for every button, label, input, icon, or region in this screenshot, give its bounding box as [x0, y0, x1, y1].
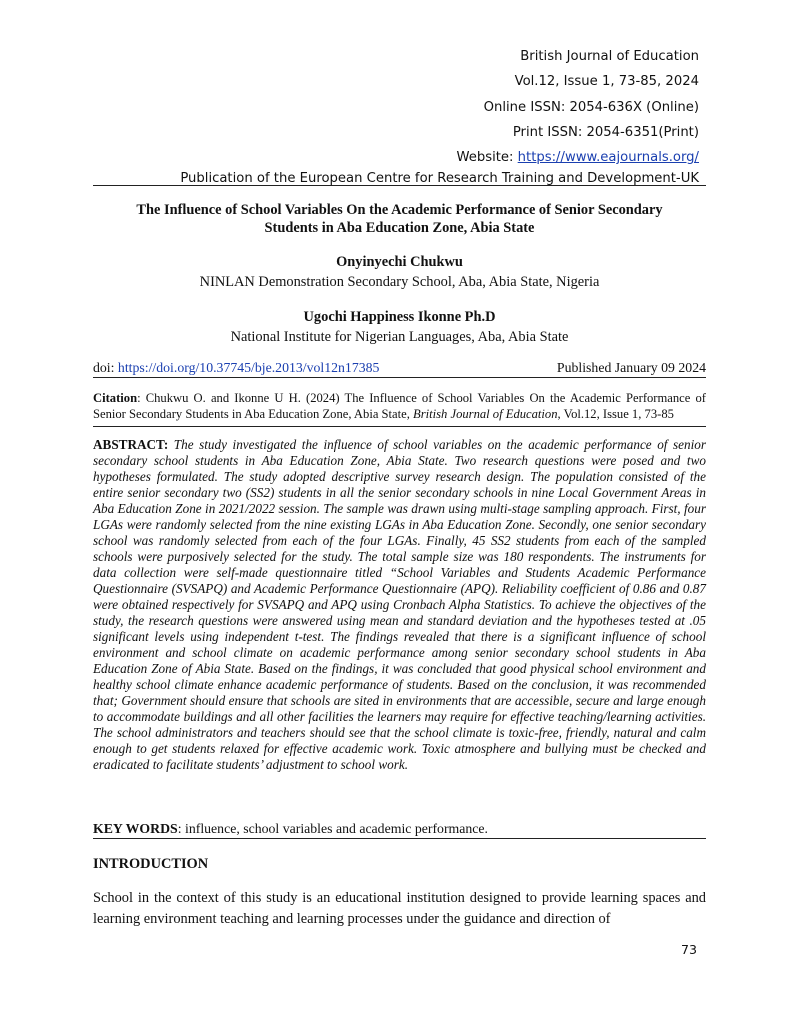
abstract-label: ABSTRACT:	[93, 437, 169, 452]
journal-name: British Journal of Education	[520, 49, 699, 64]
published-date: Published January 09 2024	[556, 360, 706, 375]
abstract-text: The study investigated the influence of school variables on the academic performance of senior secondary school students in Aba Education Zone, Abia State. Two research questions were posed and two hypotheses formulated. The study adopted descriptive survey research design. The population consisted of the entire senior secondary two (SS2) students in all the senior secondary schools in nine Local Government Areas in Aba Education Zone in 2021/2022 session. The sample was drawn using multi-stage sampling approach. First, four LGAs were randomly selected from the nine existing LGAs in Aba Education Zone. Secondly, one senior secondary school was randomly selected from each of the four LGAs. Finally, 45 SS2 students from each of the sampled schools were purposively selected for the study. The total sample size was 180 respondents. The instruments for data collection were self-made questionnaire titled “School Variables and Students Academic Performance Questionnaire (SVSAPQ) and Academic Performance Questionnaire (APQ). Reliability coefficient of 0.86 and 0.87 were obtained respectively for SVSAPQ and APQ using Cronbach Alpha Statistics. To achieve the objectives of the study, the research questions were answered using mean and standard deviation and the hypotheses tested at .05 significant levels using independent t-test. The findings revealed that there is a significant influence of school environment and school climate on academic performance among senior secondary school students in Aba Education Zone of Abia State. Based on the findings, it was concluded that good physical school environment and healthy school climate enhance academic performance of students. Based on the conclusion, it was recommended that; Government should ensure that schools are sited in environments that are accessible, secure and large enough to accommodate buildings and all other facilities the learners may require for effective teaching/learning activities. The school administrators and teachers should see that the school climate is toxic-free, friendly, natural and calm enough to get students relaxed for effective academic work. Toxic atmosphere and bullying must be checked and eradicated to facilitate students’ adjustment to school work.	[93, 437, 706, 772]
author-2-affiliation: National Institute for Nigerian Languages, Aba, Abia State	[230, 329, 569, 345]
print-issn: Print ISSN: 2054-6351(Print)	[512, 124, 699, 140]
doi-link[interactable]: https://doi.org/10.37745/bje.2013/vol12n17385	[117, 360, 380, 375]
title-line-1: The Influence of School Variables On the Academic Performance of Senior Secondary	[136, 202, 663, 218]
citation-label: Citation	[93, 391, 138, 405]
doi-line	[93, 360, 706, 376]
citation	[93, 390, 706, 422]
header-divider	[93, 185, 706, 186]
introduction-heading: INTRODUCTION	[93, 856, 209, 872]
doi-label: doi:	[93, 360, 118, 375]
page-number: 73	[680, 942, 697, 957]
journal-volume: Vol.12, Issue 1, 73-85, 2024	[514, 74, 699, 90]
keywords-divider	[93, 838, 706, 839]
doi-divider	[93, 377, 706, 378]
citation-pages: , Vol.12, Issue 1, 73-85	[557, 407, 674, 421]
website-link[interactable]: https://www.eajournals.org/	[517, 150, 699, 166]
author-2-name: Ugochi Happiness Ikonne Ph.D	[303, 309, 496, 325]
introduction-text: School in the context of this study is an educational institution designed to provide learning spaces and learning environment teaching and learning processes under the guidance and direction of	[93, 890, 706, 927]
paper-title	[93, 201, 706, 237]
citation-journal: British Journal of Education	[413, 407, 558, 421]
online-issn: Online ISSN: 2054-636X (Online)	[483, 99, 699, 115]
keywords-text: : influence, school variables and academic performance.	[177, 821, 489, 836]
keywords-label: KEY WORDS	[93, 821, 178, 836]
author-1-affiliation: NINLAN Demonstration Secondary School, Aba, Abia State, Nigeria	[199, 274, 600, 290]
citation-divider	[93, 426, 706, 427]
publisher-line: Publication of the European Centre for Research Training and Development-UK	[180, 171, 699, 186]
keywords	[93, 821, 706, 837]
abstract	[93, 437, 706, 773]
website-label: Website:	[456, 150, 518, 166]
website-line	[139, 145, 699, 170]
author-1-name: Onyinyechi Chukwu	[336, 254, 463, 270]
citation-text: : Chukwu O. and Ikonne U H. (2024) The Influence of School Variables On the Academic Performance of Senior Secondary Students in Aba Education Zone, Abia State,	[93, 391, 706, 421]
title-line-2: Students in Aba Education Zone, Abia State	[264, 220, 535, 236]
journal-header	[139, 44, 699, 170]
